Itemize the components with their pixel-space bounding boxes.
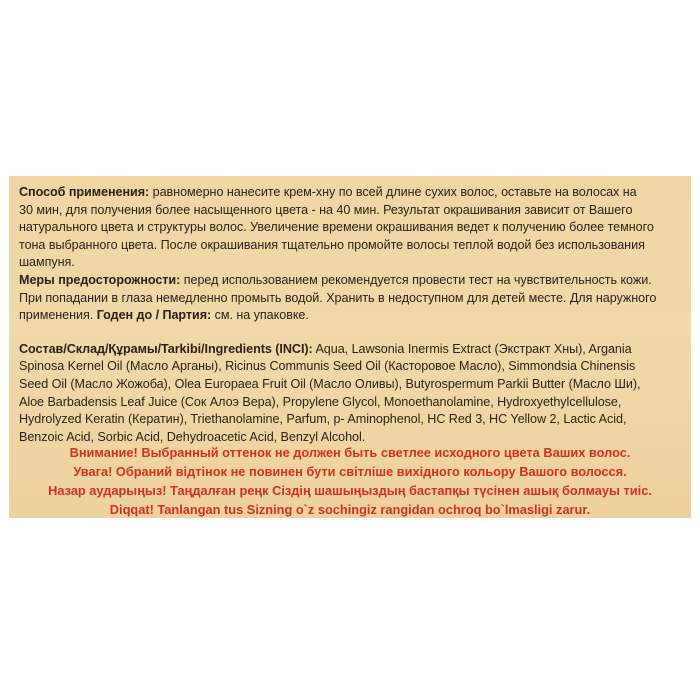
product-label-panel	[9, 176, 691, 518]
usage-line: 30 мин, для получения более насыщенного цвета - на 40 мин. Результат окрашивания зависит от Вашего	[19, 202, 633, 217]
warning-text: Таңдалған реңк Сіздің шашыңыздың бастапқы түсінен ашық болмауы тиіс.	[166, 483, 652, 498]
precautions-line: перед использованием рекомендуется провести тест на чувствительность кожи.	[180, 272, 652, 287]
usage-line: натурального цвета и структуры волос. Увеличение времени окрашивания ведет к получению более темного	[19, 220, 654, 235]
warning-line-ua	[9, 462, 691, 481]
precautions-paragraph	[19, 272, 684, 325]
usage-line: равномерно нанесите крем-хну по всей длине сухих волос, оставьте на волосах на	[149, 185, 637, 199]
warning-text: Обраний відтінок не повинен бути світліше вихідного кольору Вашого волосся.	[112, 464, 627, 479]
expiry-heading: Годен до / Партия:	[96, 308, 212, 323]
ingredients-line: Aqua, Lawsonia Inermis Extract (Экстракт Хны), Argania	[312, 341, 632, 356]
warning-heading: Увага!	[73, 464, 113, 479]
expiry-text: см. на упаковке.	[211, 308, 309, 323]
usage-line: шампуня.	[19, 255, 75, 270]
warning-heading: Внимание!	[69, 445, 138, 460]
warning-line-ru	[9, 443, 691, 462]
warnings-block	[9, 443, 691, 519]
usage-heading: Способ применения:	[19, 185, 150, 199]
precautions-line: применения.	[19, 308, 97, 323]
ingredients-line: Aloe Barbadensis Leaf Juice (Сок Алоэ Вера), Propylene Glycol, Monoethanolamine, Hydroxyethylcellulose,	[19, 394, 622, 409]
label-text-block	[19, 184, 684, 446]
warning-text: Выбранный оттенок не должен быть светлее исходного цвета Ваших волос.	[137, 445, 631, 460]
precautions-heading: Меры предосторожности:	[19, 272, 181, 287]
ingredients-line: Benzoic Acid, Sorbic Acid, Dehydroacetic Acid, Benzyl Alcohol.	[19, 429, 366, 444]
usage-line: тона выбранного цвета. После окрашивания тщательно промойте волосы теплой водой без использования	[19, 237, 645, 252]
warning-line-uz	[9, 500, 691, 519]
warning-line-kz	[9, 481, 691, 500]
warning-text: Tanlangan tus Sizning o`z sochingiz rangidan ochroq bo`lmasligi zarur.	[153, 502, 591, 517]
warning-heading: Назар аударыңыз!	[48, 483, 167, 498]
ingredients-paragraph	[19, 341, 684, 447]
usage-paragraph	[19, 184, 684, 272]
warning-heading: Diqqat!	[109, 502, 154, 517]
ingredients-heading: Состав/Склад/Құрамы/Tarkibi/Ingredients (INCI):	[19, 341, 313, 356]
ingredients-line: Hydrolyzed Keratin (Кератин), Triethanolamine, Parfum, p- Aminophenol, HC Red 3, HC Yellow 2, Lactic Acid,	[19, 412, 627, 427]
section-spacer	[19, 325, 684, 341]
ingredients-line: Spinosa Kernel Oil (Масло Арганы), Ricinus Communis Seed Oil (Касторовое Масло), Simmondsia Chinensis	[19, 359, 636, 374]
precautions-line: При попадании в глаза немедленно промыть водой. Хранить в недоступном для детей месте. Для наружного	[19, 290, 657, 305]
ingredients-line: Seed Oil (Масло Жожоба), Olea Europaea Fruit Oil (Масло Оливы), Butyrospermum Parkii Butter (Масло Ши),	[19, 376, 641, 391]
